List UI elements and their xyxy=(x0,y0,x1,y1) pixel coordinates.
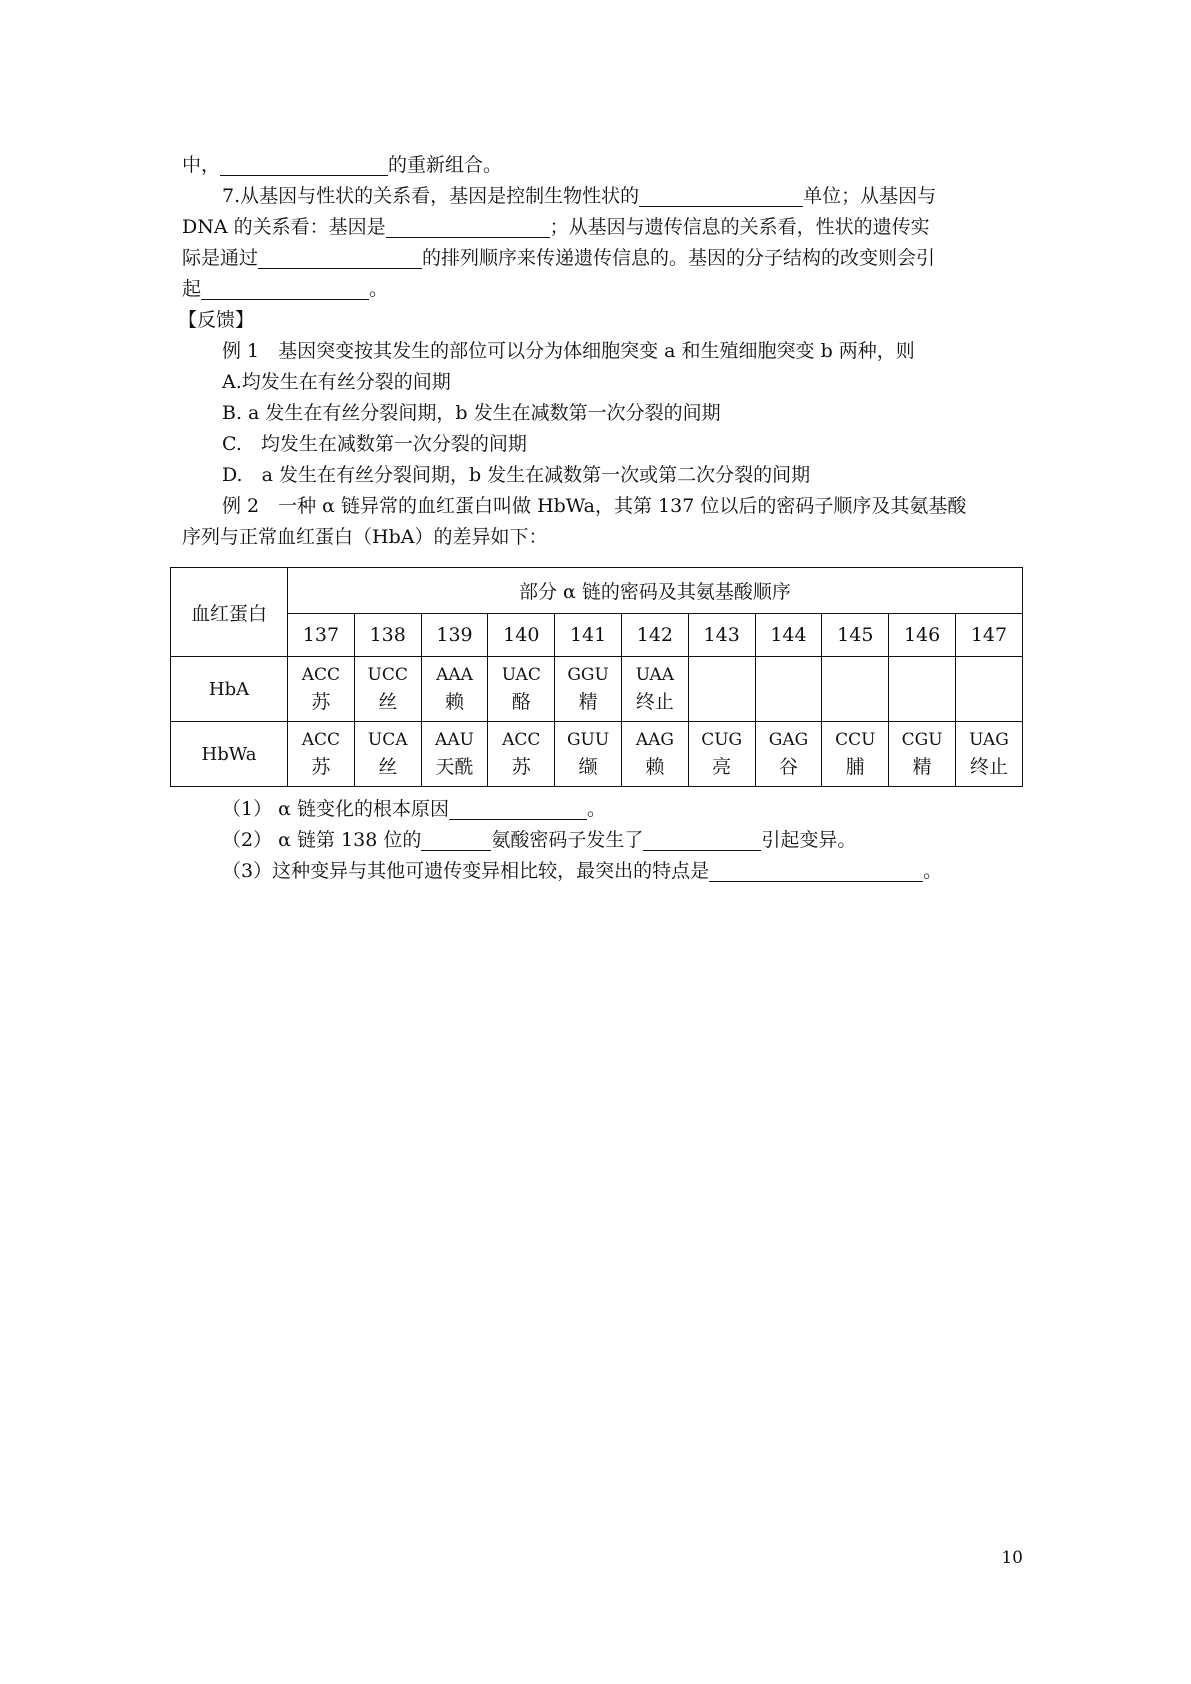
text-fragment: 的重新组合。 xyxy=(388,154,503,176)
empty-cell xyxy=(955,657,1022,722)
text-fragment: （1） α 链变化的根本原因 xyxy=(222,798,449,820)
codon-text: AAA xyxy=(436,665,473,685)
text-fragment: （3）这种变异与其他可遗传变异相比较，最突出的特点是 xyxy=(222,860,710,882)
amino-acid-text: 丝 xyxy=(378,691,398,713)
document-body xyxy=(178,150,1022,553)
amino-acid-text: 缬 xyxy=(578,756,598,778)
fill-blank[interactable] xyxy=(449,797,587,820)
fill-blank[interactable] xyxy=(258,246,422,269)
codon-text: GUU xyxy=(566,730,610,750)
codon-text: AAG xyxy=(635,730,674,750)
text-fragment: 。 xyxy=(369,278,389,300)
amino-acid-text: 精 xyxy=(578,691,598,713)
codon-cell xyxy=(822,722,889,787)
codon-cell xyxy=(421,657,488,722)
amino-acid-text: 丝 xyxy=(378,756,398,778)
text-fragment: 。 xyxy=(923,860,943,882)
codon-cell xyxy=(955,722,1022,787)
option-a[interactable]: A.均发生在有丝分裂的间期 xyxy=(222,371,451,393)
codon-cell xyxy=(421,722,488,787)
sub-question-3 xyxy=(182,856,942,887)
text-fragment: 引起变异。 xyxy=(761,829,857,851)
text-fragment: 。 xyxy=(587,798,607,820)
amino-acid-text: 赖 xyxy=(444,691,464,713)
position-cell: 143 xyxy=(688,614,755,657)
text-fragment: 氨酸密码子发生了 xyxy=(491,829,644,851)
amino-acid-text: 脯 xyxy=(845,756,865,778)
text-fragment: 单位；从基因与 xyxy=(803,185,937,207)
sub-question-1 xyxy=(182,794,942,825)
text-line xyxy=(182,274,1022,305)
section-heading-text: 【反馈】 xyxy=(178,309,255,331)
table-row-hba xyxy=(171,657,1023,722)
text-line xyxy=(182,150,1022,181)
codon-text: UCA xyxy=(367,730,408,750)
codon-cell xyxy=(354,722,421,787)
amino-acid-text: 亮 xyxy=(712,756,732,778)
page-number: 10 xyxy=(1001,1548,1023,1568)
amino-acid-text: 赖 xyxy=(645,756,665,778)
codon-cell xyxy=(555,722,622,787)
example-2-stem-cont: 序列与正常血红蛋白（HbA）的差异如下： xyxy=(182,526,548,548)
codon-text: GAG xyxy=(768,730,809,750)
fill-blank[interactable] xyxy=(643,828,761,851)
text-fragment: 中， xyxy=(182,154,221,176)
sub-question-2 xyxy=(182,825,942,856)
option-c[interactable]: C. 均发生在减数第一次分裂的间期 xyxy=(222,433,527,455)
position-cell: 138 xyxy=(354,614,421,657)
amino-acid-text: 谷 xyxy=(778,756,798,778)
codon-cell xyxy=(621,722,688,787)
amino-acid-text: 天酰 xyxy=(435,756,474,778)
text-fragment: DNA 的关系看：基因是 xyxy=(182,216,386,238)
example-2-stem: 例 2 一种 α 链异常的血红蛋白叫做 HbWa，其第 137 位以后的密码子顺序及其氨基酸 xyxy=(222,495,967,517)
codon-text: GGU xyxy=(567,665,609,685)
section-heading-feedback xyxy=(178,305,1022,336)
position-cell: 142 xyxy=(621,614,688,657)
codon-cell xyxy=(288,722,355,787)
amino-acid-text: 苏 xyxy=(311,691,331,713)
empty-cell xyxy=(688,657,755,722)
codon-cell xyxy=(755,722,822,787)
example-1-stem: 例 1 基因突变按其发生的部位可以分为体细胞突变 a 和生殖细胞突变 b 两种，则 xyxy=(222,340,915,362)
table-row-hbwa xyxy=(171,722,1023,787)
text-fragment: 际是通过 xyxy=(182,247,259,269)
table-header-row xyxy=(171,568,1023,614)
position-cell: 145 xyxy=(822,614,889,657)
empty-cell xyxy=(889,657,956,722)
position-cell: 144 xyxy=(755,614,822,657)
codon-text: CCU xyxy=(835,730,876,750)
fill-blank[interactable] xyxy=(201,277,369,300)
option-d[interactable]: D. a 发生在有丝分裂间期，b 发生在减数第一次或第二次分裂的间期 xyxy=(222,464,811,486)
corner-header: 血红蛋白 xyxy=(171,568,288,657)
text-fragment: ；从基因与遗传信息的关系看，性状的遗传实 xyxy=(549,216,930,238)
codon-text: UCC xyxy=(367,665,408,685)
codon-text: UAC xyxy=(501,665,541,685)
text-line xyxy=(182,243,1022,274)
amino-acid-text: 苏 xyxy=(311,756,331,778)
codon-cell xyxy=(889,722,956,787)
codon-text: ACC xyxy=(301,730,341,750)
codon-cell xyxy=(354,657,421,722)
text-fragment: 起 xyxy=(182,278,202,300)
codon-cell xyxy=(555,657,622,722)
sub-questions xyxy=(182,794,942,887)
row-label: HbA xyxy=(171,657,288,722)
amino-acid-text: 终止 xyxy=(969,756,1008,778)
position-cell: 147 xyxy=(955,614,1022,657)
codon-text: AAU xyxy=(435,730,474,750)
codon-comparison-table xyxy=(170,567,1023,787)
codon-text: ACC xyxy=(502,730,541,750)
codon-text: UAG xyxy=(969,730,1009,750)
position-cell: 137 xyxy=(288,614,355,657)
fill-blank[interactable] xyxy=(386,215,550,238)
position-cell: 140 xyxy=(488,614,555,657)
position-cell: 146 xyxy=(889,614,956,657)
amino-acid-text: 苏 xyxy=(511,756,531,778)
question-7 xyxy=(182,181,1022,212)
codon-cell xyxy=(488,657,555,722)
fill-blank[interactable] xyxy=(421,828,491,851)
text-fragment: （2） α 链第 138 位的 xyxy=(222,829,422,851)
amino-acid-text: 终止 xyxy=(635,691,674,713)
text-line xyxy=(182,212,1022,243)
codon-text: CUG xyxy=(701,730,743,750)
fill-blank[interactable] xyxy=(709,859,923,882)
empty-cell xyxy=(755,657,822,722)
codon-cell xyxy=(688,722,755,787)
codon-text: CGU xyxy=(901,730,943,750)
option-b[interactable]: B. a 发生在有丝分裂间期，b 发生在减数第一次分裂的间期 xyxy=(222,402,721,424)
text-fragment: 的排列顺序来传递遗传信息的。基因的分子结构的改变则会引 xyxy=(422,247,936,269)
codon-text: UAA xyxy=(635,665,675,685)
codon-text: ACC xyxy=(301,665,341,685)
position-row xyxy=(171,614,1023,657)
position-cell: 141 xyxy=(555,614,622,657)
fill-blank[interactable] xyxy=(220,153,388,176)
span-header: 部分 α 链的密码及其氨基酸顺序 xyxy=(288,568,1023,614)
row-label: HbWa xyxy=(171,722,288,787)
codon-cell xyxy=(288,657,355,722)
amino-acid-text: 酪 xyxy=(511,691,531,713)
codon-cell xyxy=(488,722,555,787)
empty-cell xyxy=(822,657,889,722)
codon-cell xyxy=(621,657,688,722)
fill-blank[interactable] xyxy=(639,184,803,207)
position-cell: 139 xyxy=(421,614,488,657)
text-fragment: 7.从基因与性状的关系看，基因是控制生物性状的 xyxy=(222,185,640,207)
amino-acid-text: 精 xyxy=(912,756,932,778)
